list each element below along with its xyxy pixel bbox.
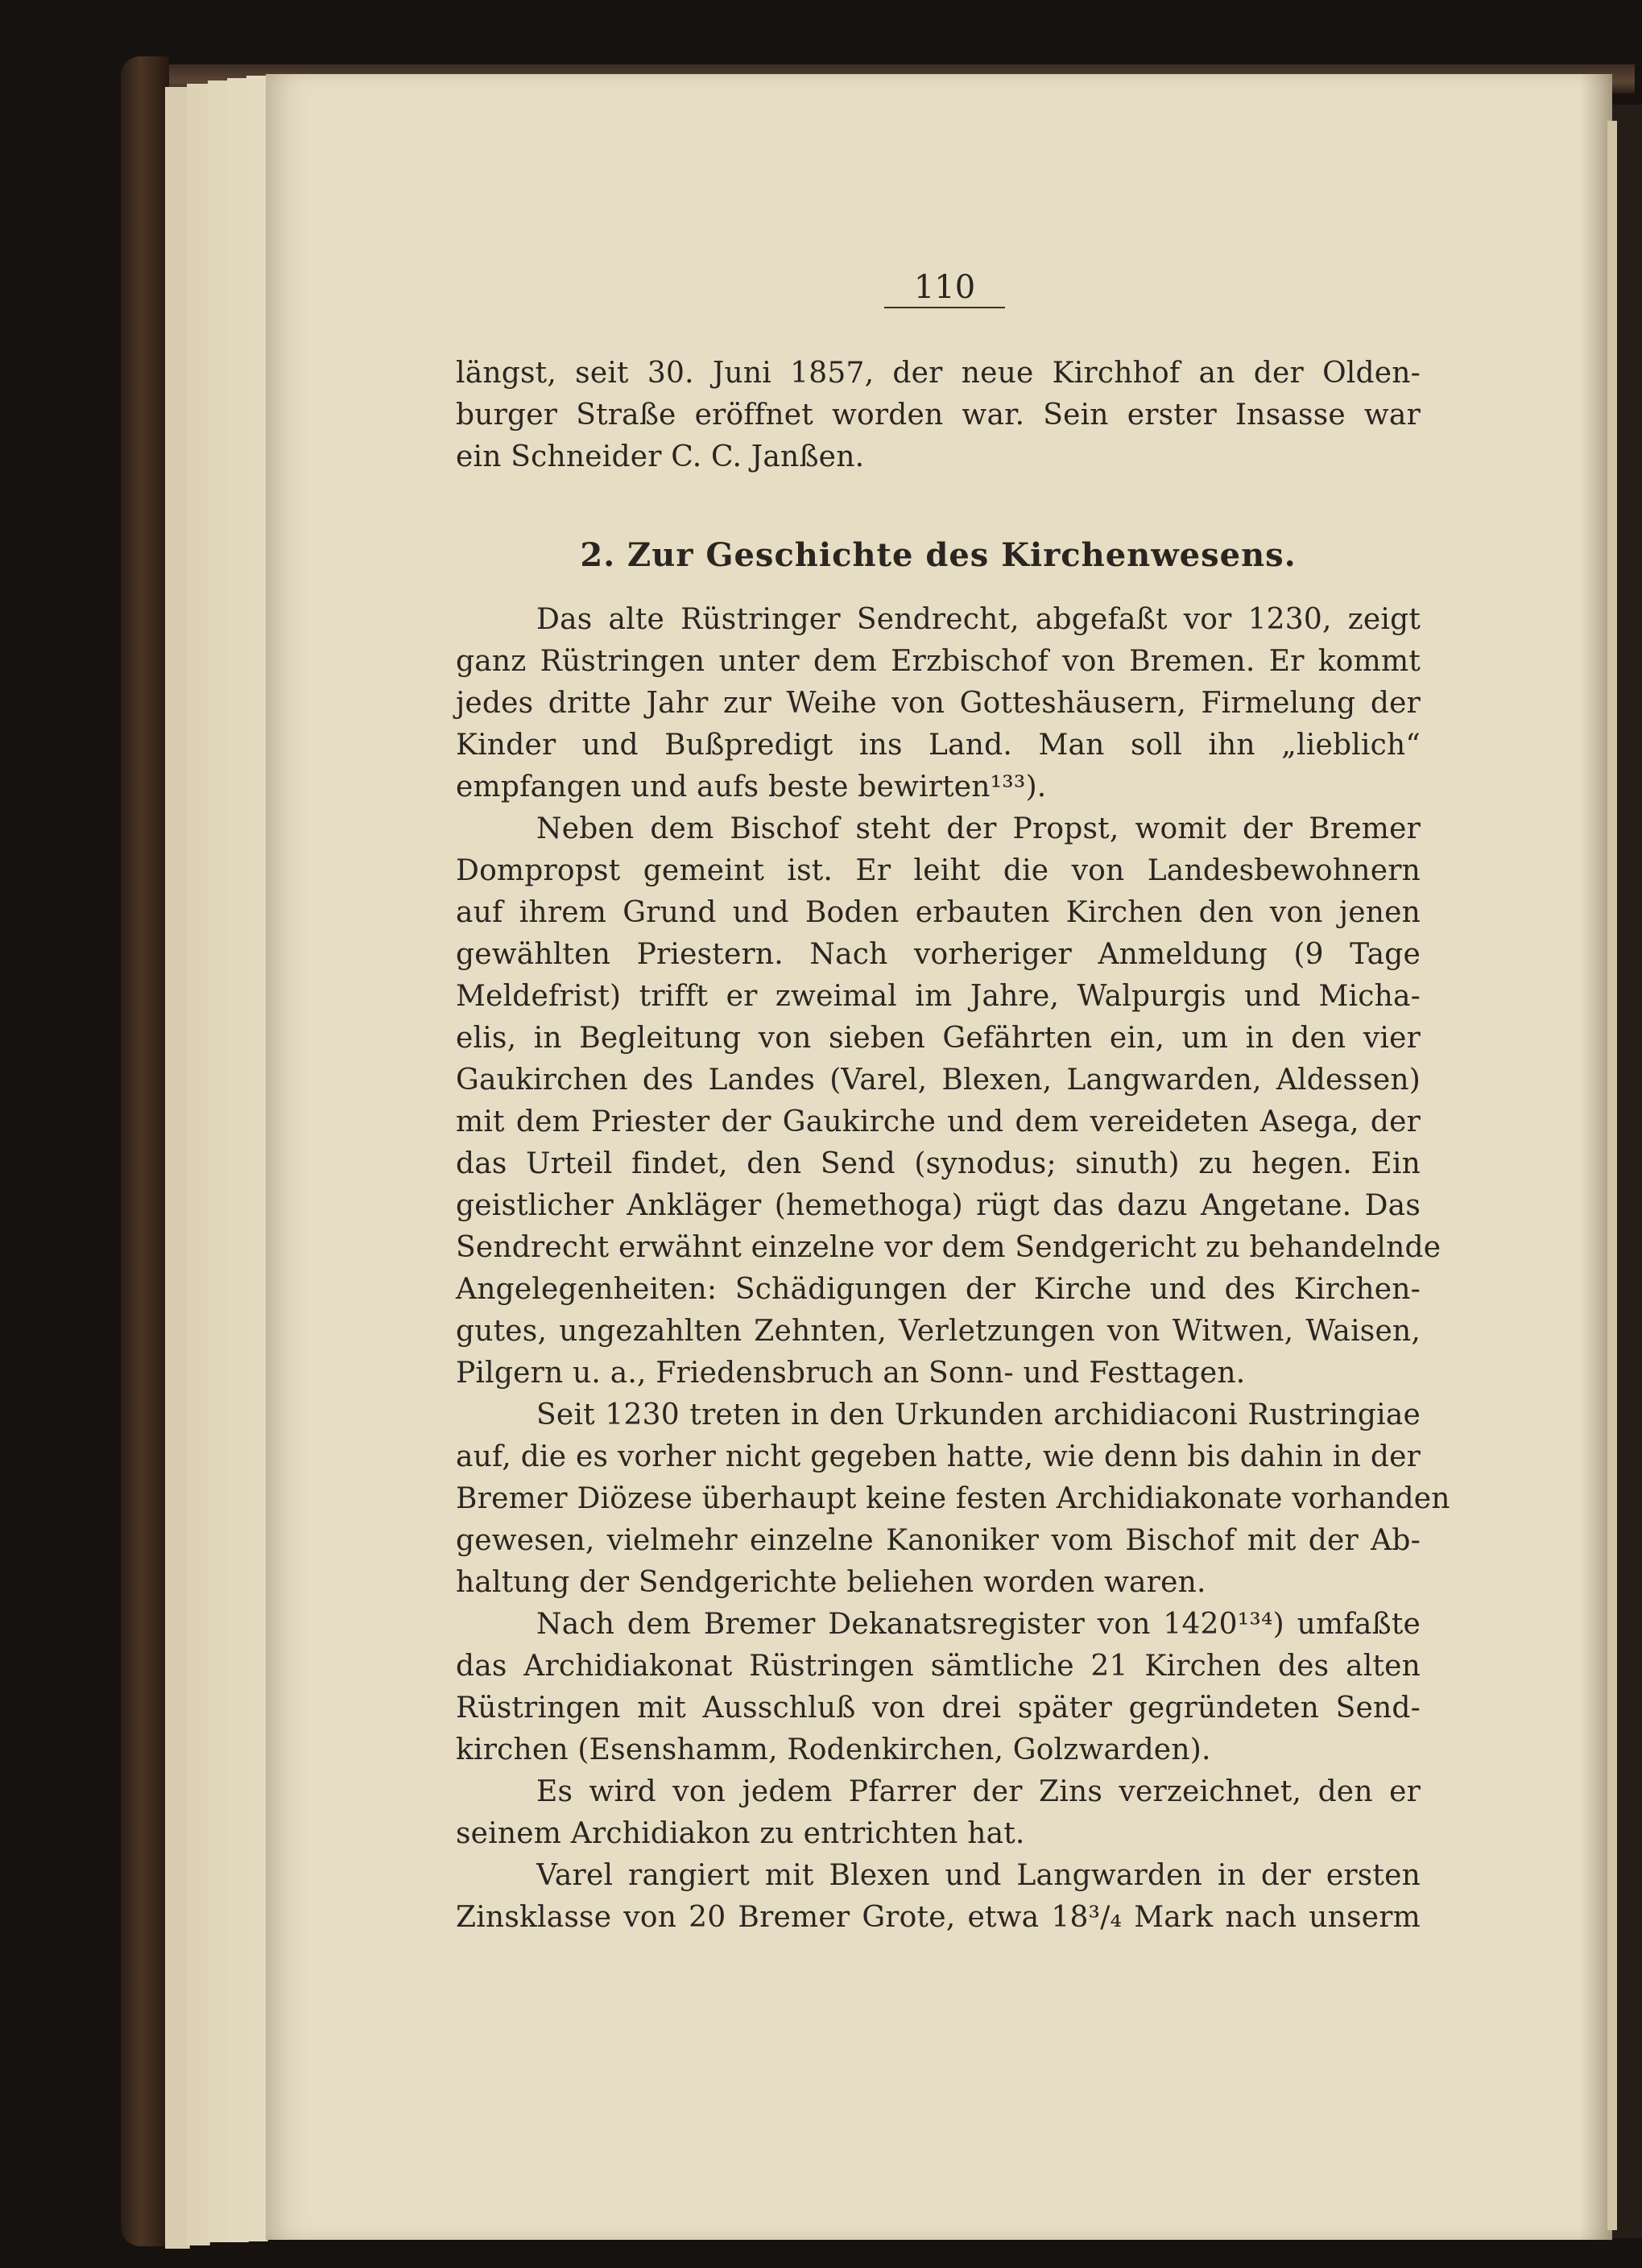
page-edge <box>246 76 268 2241</box>
text-line: geistlicher Ankläger (hemethoga) rügt das dazu Angetane. Das <box>456 1189 1421 1222</box>
text-line: Dompropst gemeint ist. Er leiht die von Landesbewohnern <box>456 854 1421 887</box>
page-edge <box>187 84 210 2245</box>
book-spine <box>121 56 169 2246</box>
text-line: Sendrecht erwähnt einzelne vor dem Sendgericht zu behandelnde <box>456 1231 1441 1264</box>
text-line: längst, seit 30. Juni 1857, der neue Kirchhof an der Olden- <box>456 357 1421 390</box>
text-line: seinem Archidiakon zu entrichten hat. <box>456 1817 1025 1850</box>
text-line: jedes dritte Jahr zur Weihe von Gotteshäusern, Firmelung der <box>456 687 1421 720</box>
page-edge <box>227 78 249 2242</box>
text-line: ein Schneider C. C. Janßen. <box>456 440 865 473</box>
text-line: empfangen und aufs beste bewirten¹³³). <box>456 770 1047 804</box>
text-line: auf ihrem Grund und Boden erbauten Kirchen den von jenen <box>456 896 1421 929</box>
page-edge <box>208 81 230 2242</box>
text-line: Zinsklasse von 20 Bremer Grote, etwa 18³/₄ Mark nach unserm <box>456 1901 1421 1934</box>
text-line: burger Straße eröffnet worden war. Sein erster Insasse war <box>456 399 1421 432</box>
text-line: mit dem Priester der Gaukirche und dem vereideten Asega, der <box>456 1105 1421 1138</box>
text-line: Gaukirchen des Landes (Varel, Blexen, Langwarden, Aldessen) <box>456 1064 1421 1097</box>
text-line: Neben dem Bischof steht der Propst, womit der Bremer <box>536 812 1421 845</box>
facing-page-edge <box>1607 121 1617 2230</box>
text-line: Kinder und Bußpredigt ins Land. Man soll ihn „lieblich“ <box>456 729 1421 762</box>
text-line: haltung der Sendgerichte beliehen worden waren. <box>456 1566 1206 1599</box>
text-line: gewählten Priestern. Nach vorheriger Anmeldung (9 Tage <box>456 938 1421 971</box>
text-line: Nach dem Bremer Dekanatsregister von 1420¹³⁴) umfaßte <box>536 1608 1421 1641</box>
text-line: elis, in Begleitung von sieben Gefährten ein, um in den vier <box>456 1022 1421 1055</box>
text-line: Es wird von jedem Pfarrer der Zins verzeichnet, den er <box>536 1775 1421 1808</box>
text-line: Seit 1230 treten in den Urkunden archidiaconi Rustringiae <box>536 1398 1421 1431</box>
text-line: kirchen (Esenshamm, Rodenkirchen, Golzwarden). <box>456 1733 1211 1766</box>
page-number: 110 <box>884 270 1005 308</box>
text-line: Pilgern u. a., Friedensbruch an Sonn- und Festtagen. <box>456 1357 1246 1390</box>
text-line: Varel rangiert mit Blexen und Langwarden in der ersten <box>536 1859 1421 1892</box>
text-line: das Archidiakonat Rüstringen sämtliche 21 Kirchen des alten <box>456 1650 1421 1683</box>
text-line: auf, die es vorher nicht gegeben hatte, wie denn bis dahin in der <box>456 1440 1421 1473</box>
text-line: Das alte Rüstringer Sendrecht, abgefaßt vor 1230, zeigt <box>536 603 1421 636</box>
text-line: das Urteil findet, den Send (synodus; sinuth) zu hegen. Ein <box>456 1147 1421 1180</box>
text-line: gutes, ungezahlten Zehnten, Verletzungen von Witwen, Waisen, <box>456 1315 1421 1348</box>
text-line: Rüstringen mit Ausschluß von drei später gegründeten Send- <box>456 1692 1421 1725</box>
text-line: Angelegenheiten: Schädigungen der Kirche und des Kirchen- <box>456 1273 1421 1306</box>
text-line: gewesen, vielmehr einzelne Kanoniker vom Bischof mit der Ab- <box>456 1524 1421 1557</box>
text-line: ganz Rüstringen unter dem Erzbischof von Bremen. Er kommt <box>456 645 1421 678</box>
text-line: Bremer Diözese überhaupt keine festen Archidiakonate vorhanden <box>456 1482 1450 1515</box>
section-heading: 2. Zur Geschichte des Kirchenwesens. <box>580 536 1297 574</box>
text-line: Meldefrist) trifft er zweimal im Jahre, Walpurgis und Micha- <box>456 980 1421 1013</box>
